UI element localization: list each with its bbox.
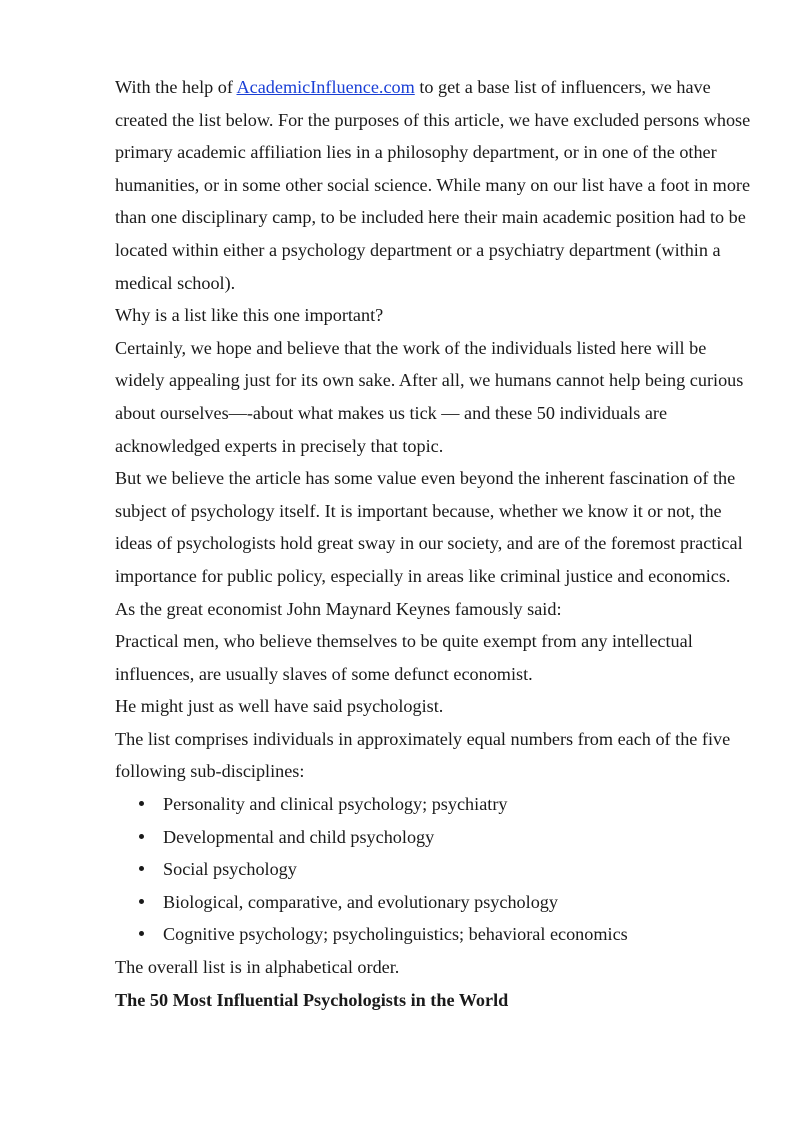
bullet-icon — [139, 801, 144, 806]
order-note: The overall list is in alphabetical order. — [115, 957, 400, 978]
list-item — [115, 886, 755, 919]
list-item-text: Social psychology — [163, 859, 297, 880]
intro-paragraph — [115, 71, 755, 299]
intro-suffix: to get a base list of influencers, we have created the list below. For the purposes of this article, we have excluded persons whose primary academic affiliation lies in a philosophy department, or in one of the other humanities, or in some other social science. While many on our list have a foot in more than one disciplinary camp, to be included here their main academic position had to be located within either a psychology department or a psychiatry department (within a medical school). — [115, 77, 751, 293]
bullet-icon — [139, 931, 144, 936]
list-item — [115, 853, 755, 886]
list-item-text: Personality and clinical psychology; psychiatry — [163, 794, 508, 815]
value-paragraph: But we believe the article has some value even beyond the inherent fascination of the subject of psychology itself. It is important because, whether we know it or not, the ideas of psychologists hold great sway in our society, and are of the foremost practical importance for public policy, especially in areas like criminal justice and economics. — [115, 468, 743, 586]
question-line: Why is a list like this one important? — [115, 305, 384, 326]
bullet-icon — [139, 866, 144, 871]
section-heading: The 50 Most Influential Psychologists in the World — [115, 989, 509, 1010]
list-item — [115, 821, 755, 854]
list-item — [115, 788, 755, 821]
bullet-icon — [139, 834, 144, 839]
importance-paragraph: Certainly, we hope and believe that the work of the individuals listed here will be widely appealing just for its own sake. After all, we humans cannot help being curious about ourselves—-about what makes us tick — and these 50 individuals are acknowledged experts in precisely that topic. — [115, 337, 744, 456]
keynes-intro: As the great economist John Maynard Keynes famously said: — [115, 598, 562, 619]
bullet-icon — [139, 899, 144, 904]
list-item — [115, 918, 755, 951]
list-item-text: Biological, comparative, and evolutionary psychology — [163, 891, 558, 912]
subdiscipline-list — [115, 788, 755, 951]
psychologist-comment: He might just as well have said psychologist. — [115, 696, 444, 717]
list-item-text: Cognitive psychology; psycholinguistics; behavioral economics — [163, 924, 628, 945]
intro-prefix: With the help of — [115, 77, 237, 97]
list-item-text: Developmental and child psychology — [163, 826, 435, 847]
list-intro: The list comprises individuals in approximately equal numbers from each of the five following sub-disciplines: — [115, 728, 731, 782]
document-body — [115, 71, 755, 1016]
academic-influence-link[interactable]: AcademicInfluence.com — [236, 77, 415, 97]
keynes-quote: Practical men, who believe themselves to be quite exempt from any intellectual influences, are usually slaves of some defunct economist. — [115, 631, 693, 684]
